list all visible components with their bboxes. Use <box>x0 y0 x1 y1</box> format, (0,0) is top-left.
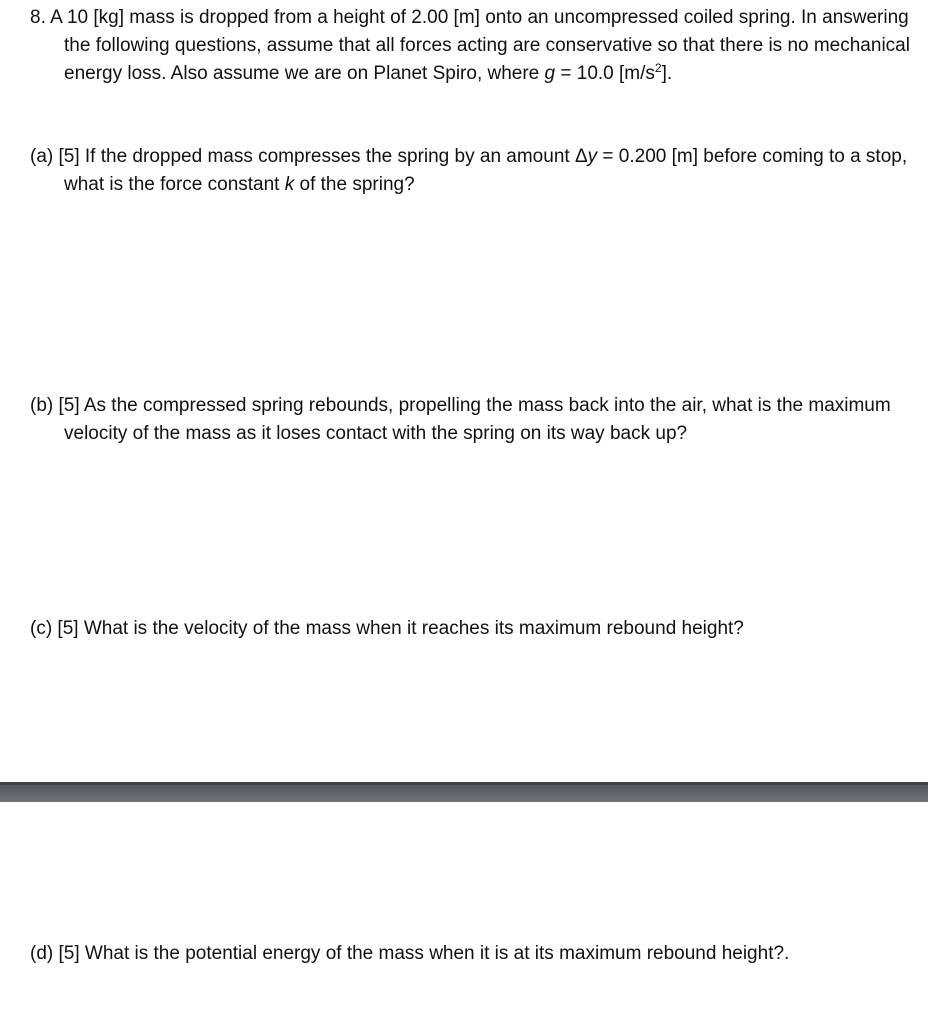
problem-number: 8. <box>30 7 46 28</box>
question-b-label: (b) [5] <box>30 395 80 416</box>
question-c-text: What is the velocity of the mass when it reaches its maximum rebound height? <box>78 618 744 639</box>
question-a <box>30 143 910 199</box>
question-a-label: (a) [5] <box>30 146 80 167</box>
y-symbol: y <box>587 146 598 167</box>
question-a-text-2: = 0.200 [m] before coming to a stop, what is the force constant <box>64 146 908 195</box>
problem-intro-text-2: = 10.0 [m/s <box>555 63 655 84</box>
question-c-label: (c) [5] <box>30 618 79 639</box>
problem-intro-text-1: A 10 [kg] mass is dropped from a height of 2.00 [m] onto an uncompressed coiled spring. In answering the following questions, assume that all forces acting are conservative so that there is no mechanical energy loss. Also assume we are on Planet Spiro, where <box>45 7 910 84</box>
k-symbol: k <box>284 174 295 195</box>
units-superscript: 2 <box>654 61 662 75</box>
g-symbol: g <box>544 63 556 84</box>
page-divider-edge <box>0 782 928 785</box>
question-a-text-3: of the spring? <box>294 174 415 195</box>
question-b <box>30 392 910 448</box>
question-c <box>30 615 910 643</box>
question-a-text-1: If the dropped mass compresses the spring by an amount Δ <box>79 146 588 167</box>
problem-intro-text-3: ]. <box>661 63 673 84</box>
question-d-label: (d) [5] <box>30 943 80 964</box>
question-d <box>30 940 910 968</box>
problem-statement <box>30 4 910 88</box>
question-b-text: As the compressed spring rebounds, propelling the mass back into the air, what is the maximum velocity of the mass as it loses contact with the spring on its way back up? <box>64 395 891 444</box>
page-divider-bar <box>0 782 928 802</box>
question-d-text: What is the potential energy of the mass when it is at its maximum rebound height?. <box>79 943 790 964</box>
